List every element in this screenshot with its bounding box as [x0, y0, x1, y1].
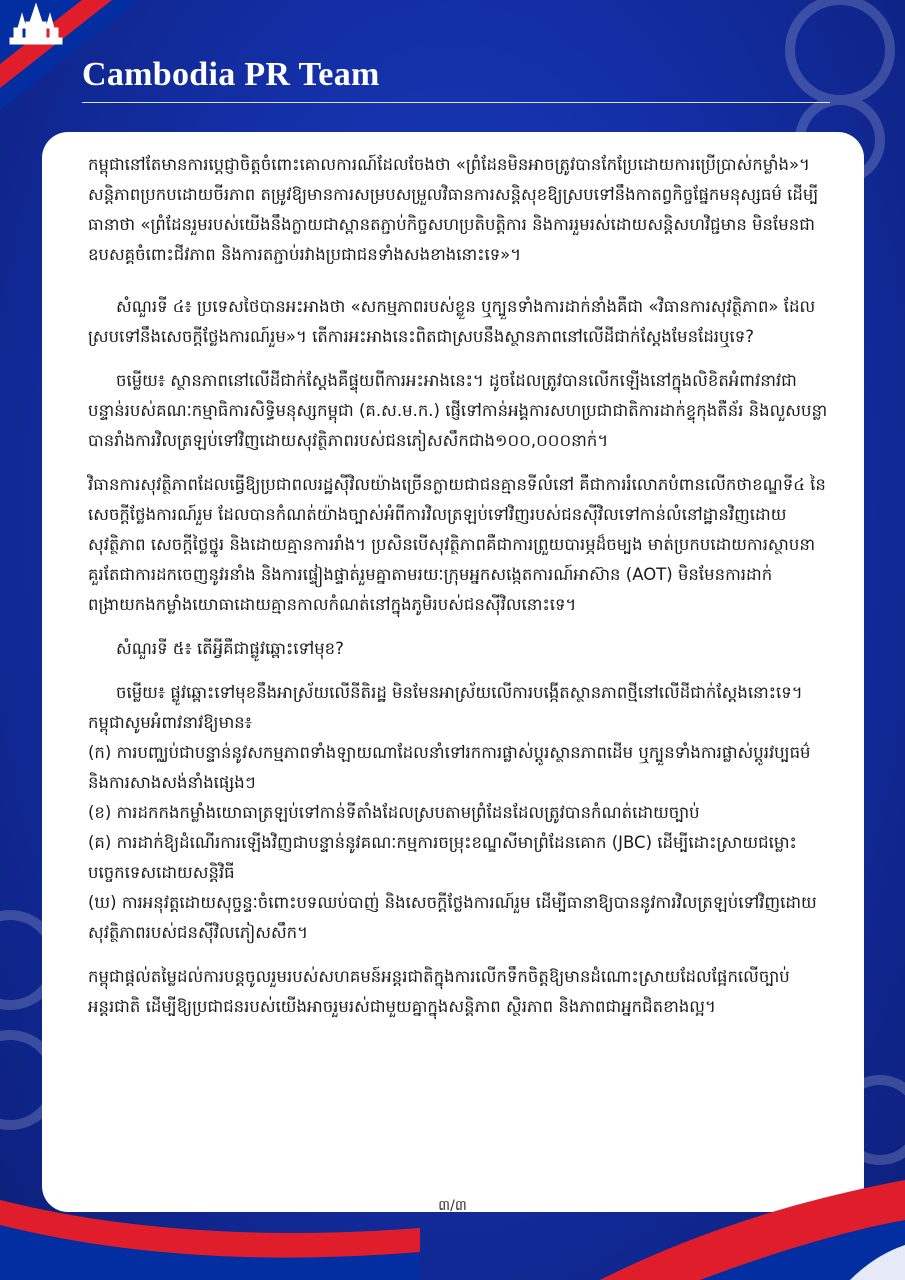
- answer-5: ចម្លើយ៖ ផ្លូវឆ្ពោះទៅមុខនឹងអាស្រ័យលើនីតិរដ្ឋ មិនមែនអាស្រ័យលើការបង្កើតស្ថានភាពថ្មីនៅលើដីជាក់ស្តែងនោះទេ។ កម្ពុជាសូមអំពាវនាវឱ្យមាន៖: [88, 683, 803, 732]
- list-item-ka: (ក) ការបញ្ឈប់ជាបន្ទាន់នូវសកម្មភាពទាំងឡាយណាដែលនាំទៅរកការផ្លាស់ប្តូរស្ថានភាពដើម ឬក្បួនទាំងការផ្លាស់ប្តូរវប្បធម៌ និងការសាងសង់នាំងផ្សេងៗ: [88, 743, 811, 792]
- paragraph-conclusion: កម្ពុជាផ្តល់តម្លៃដល់ការបន្តចូលរួមរបស់សហគមន៍អន្តរជាតិក្នុងការលើកទឹកចិត្តឱ្យមានដំណោះស្រាយដែលផ្អែកលើច្បាប់អន្តរជាតិ ដើម្បីឱ្យប្រជាជនរបស់យើងអាចរួមរស់ជាមួយគ្នាក្នុងសន្តិភាព ស្ថិរភាព និងភាពជាអ្នកជិតខាងល្អ។: [88, 967, 790, 1016]
- question-4: សំណួរទី ៤៖ ប្រទេសថៃបានអះអាងថា «សកម្មភាពរបស់ខ្លួន ឬក្បួនទាំងការដាក់នាំងគឺជា «វិធានការសុវត្ថិភាព» ដែលស្របទៅនឹងសេចក្តីថ្លែងការណ៍រួម»។ តើការអះអាងនេះពិតជាស្របនឹងស្ថានភាពនៅលើដីជាក់ស្តែងមែនដែរឬទេ?: [88, 297, 816, 346]
- question-5: សំណួរទី ៥៖ តើអ្វីគឺជាផ្លូវឆ្ពោះទៅមុខ?: [116, 639, 344, 658]
- flag-wave-decoration-icon: [0, 1170, 905, 1280]
- page-number: ៣/៣: [438, 1198, 467, 1214]
- list-item-kho: (ឃ) ការអនុវត្តដោយសុច្ចន្ទៈចំពោះបទឈប់បាញ់ និងសេចក្តីថ្លែងការណ៍រួម ដើម្បីធានាឱ្យបាននូវការវិលត្រឡប់ទៅវិញដោយសុវត្ថិភាពរបស់ជនស៊ីវិលភៀសសឹក។: [88, 893, 817, 942]
- header-title: Cambodia PR Team: [82, 56, 380, 93]
- list-item-kha: (ខ) ការដកកងកម្លាំងយោធាត្រឡប់ទៅកាន់ទីតាំងដែលស្របតាមព្រំដែនដែលត្រូវបានកំណត់ដោយច្បាប់: [88, 803, 700, 822]
- document-body: [88, 150, 828, 1036]
- header-divider: [82, 102, 830, 103]
- paragraph-intro: កម្ពុជានៅតែមានការប្តេជ្ញាចិត្តចំពោះគោលការណ៍ដែលចែងថា «ព្រំដែនមិនអាចត្រូវបានកែប្រែដោយការប្រើប្រាស់កម្លាំង»។ សន្តិភាពប្រកបដោយចីរភាព តម្រូវឱ្យមានការសម្របសម្រួលវិធានការសន្តិសុខឱ្យស្របទៅនឹងកាតព្វកិច្ចផ្នែកមនុស្សធម៌ ដើម្បីធានាថា «ព្រំដែនរួមរបស់យើងនឹងក្លាយជាស្ពានតភ្ជាប់កិច្ចសហប្រតិបត្តិការ និងការរួមរស់ដោយសន្តិសហវិជ្ជមាន មិនមែនជាឧបសគ្គចំពោះជីវភាព និងការតភ្ជាប់រវាងប្រជាជនទាំងសងខាងនោះទេ»។: [88, 155, 819, 264]
- answer-4: ចម្លើយ៖ ស្ថានភាពនៅលើដីជាក់ស្តែងគឺផ្ទុយពីការអះអាងនេះ។ ដូចដែលត្រូវបានលើកឡើងនៅក្នុងលិខិតអំពាវនាវជាបន្ទាន់របស់គណៈកម្មាធិការសិទ្ធិមនុស្សកម្ពុជា (គ.ស.ម.ក.) ផ្ញើទៅកាន់អង្គការសហប្រជាជាតិការដាក់ខ្ទុកុងតឺន័រ និងលួសបន្លា បានរាំងការវិលត្រឡប់ទៅវិញដោយសុវត្ថិភាពរបស់ជនភៀសសឹកជាង១០០,០០០នាក់។: [88, 371, 828, 450]
- list-item-ko: (គ) ការដាក់ឱ្យដំណើរការឡើងវិញជាបន្ទាន់នូវគណៈកម្មការចម្រុះខណ្ឌសីមាព្រំដែនគោក (JBC) ដើម្បីដោះស្រាយជម្លោះបច្ចេកទេសដោយសន្តិវិធី: [88, 833, 797, 882]
- paragraph-security-measures: វិធានការសុវត្ថិភាពដែលធ្វើឱ្យប្រជាពលរដ្ឋស៊ីវិលយ៉ាងច្រើនក្លាយជាជនគ្មានទីលំនៅ គឺជាការរំលោភបំពានលើកថាខណ្ឌទី៤ នៃសេចក្តីថ្លែងការណ៍រួម ដែលបានកំណត់យ៉ាងច្បាស់អំពីការវិលត្រឡប់ទៅវិញរបស់ជនស៊ីវិលទៅកាន់លំនៅដ្ឋានវិញដោយសុវត្ថិភាព សេចក្តីថ្លៃថ្នូរ និងដោយគ្មានការរាំង។ ប្រសិនបើសុវត្ថិភាពគឺជាការព្រួយបារម្ភដ៏ចម្បង មាត់ប្រកបដោយការស្ថាបនាគួរតែជាការដកចេញនូវរនាំង និងការផ្ទៀងផ្ទាត់រួមគ្នាតាមរយៈក្រុមអ្នកសង្កេតការណ៍អាស៊ាន (AOT) មិនមែនការដាក់ពង្រាយកងកម្លាំងយោធាដោយគ្មានកាលកំណត់នៅក្នុងភូមិរបស់ជនស៊ីវិលនោះទេ។: [88, 475, 826, 614]
